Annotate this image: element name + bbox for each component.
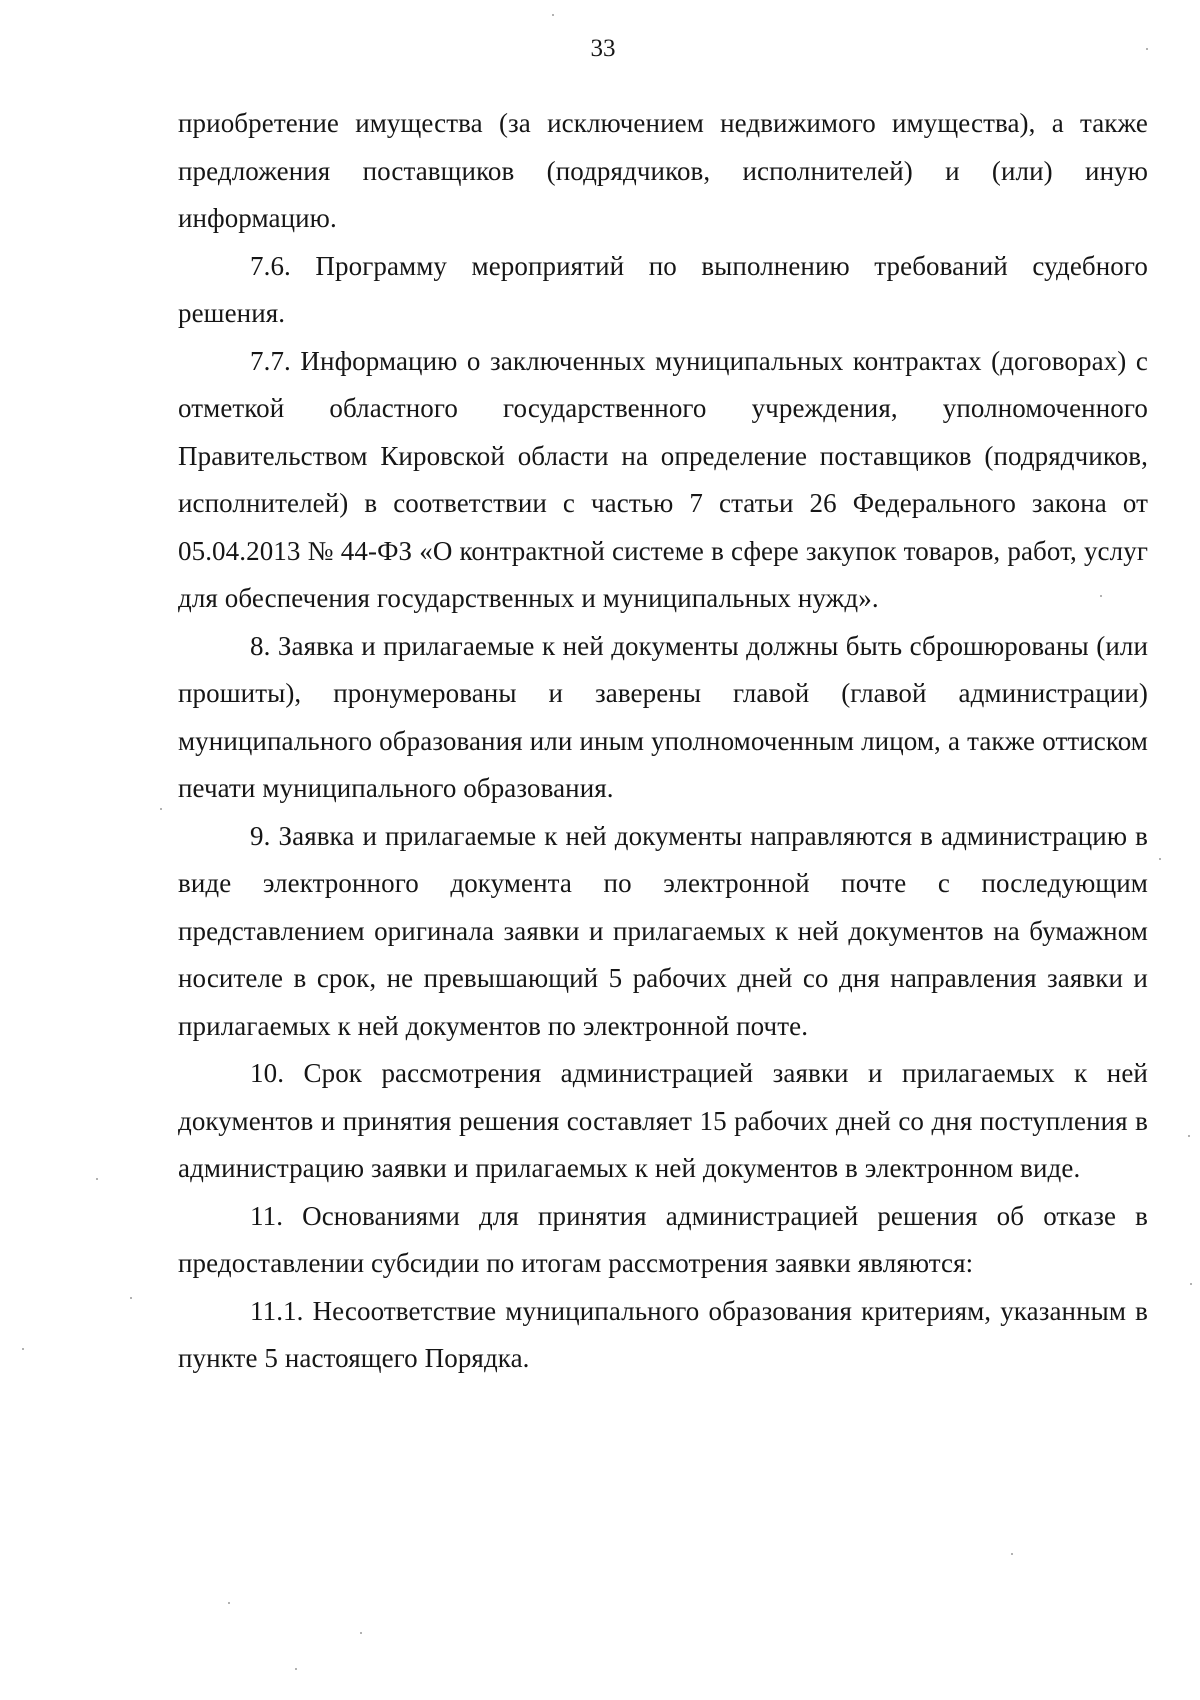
paragraph-11-1: 11.1. Несоответствие муниципального образования критериям, указанным в пункте 5 настоящего Порядка.	[178, 1295, 1148, 1373]
scan-speckle	[160, 808, 162, 810]
scan-speckle	[360, 1632, 362, 1634]
scan-speckle	[22, 1348, 24, 1350]
scan-speckle	[552, 14, 554, 16]
scan-speckle	[96, 1178, 98, 1180]
scan-speckle	[1100, 595, 1102, 597]
scan-speckle	[1146, 48, 1148, 50]
paragraph-continuation: приобретение имущества (за исключением недвижимого имущества), а также предложения поставщиков (подрядчиков, исполнителей) и (или) иную информацию.	[178, 108, 1148, 233]
scan-speckle	[295, 1668, 297, 1670]
page-number: 33	[590, 35, 616, 62]
scan-speckle	[130, 1297, 132, 1299]
document-body	[178, 100, 1148, 1383]
paragraph-7-6: 7.6. Программу мероприятий по выполнению требований судебного решения.	[178, 250, 1148, 328]
scan-speckle	[1190, 1283, 1192, 1285]
paragraph-7-7: 7.7. Информацию о заключенных муниципальных контрактах (договорах) с отметкой областного государственного учреждения, уполномоченного Правительством Кировской области на определение поставщиков (подрядчиков, исполнителей) в соответствии с частью 7 статьи 26 Федерального закона от 05.04.2013 № 44-ФЗ «О контрактной системе в сфере закупок товаров, работ, услуг для обеспечения государственных и муниципальных нужд».	[178, 345, 1148, 613]
scan-speckle	[228, 1602, 230, 1604]
scan-speckle	[1188, 1135, 1190, 1137]
scan-speckle	[1159, 858, 1161, 860]
scan-speckle	[1011, 1553, 1013, 1555]
paragraph-10: 10. Срок рассмотрения администрацией заявки и прилагаемых к ней документов и принятия решения составляет 15 рабочих дней со дня поступления в администрацию заявки и прилагаемых к ней документов в электронном виде.	[178, 1058, 1148, 1183]
paragraph-9: 9. Заявка и прилагаемые к ней документы направляются в администрацию в виде электронного документа по электронной почте с последующим представлением оригинала заявки и прилагаемых к ней документов на бумажном носителе в срок, не превышающий 5 рабочих дней со дня направления заявки и прилагаемых к ней документов по электронной почте.	[178, 820, 1148, 1041]
paragraph-11: 11. Основаниями для принятия администрацией решения об отказе в предоставлении субсидии по итогам рассмотрения заявки являются:	[178, 1200, 1148, 1278]
paragraph-8: 8. Заявка и прилагаемые к ней документы должны быть сброшюрованы (или прошиты), пронумерованы и заверены главой (главой администрации) муниципального образования или иным уполномоченным лицом, а также оттиском печати муниципального образования.	[178, 630, 1148, 803]
